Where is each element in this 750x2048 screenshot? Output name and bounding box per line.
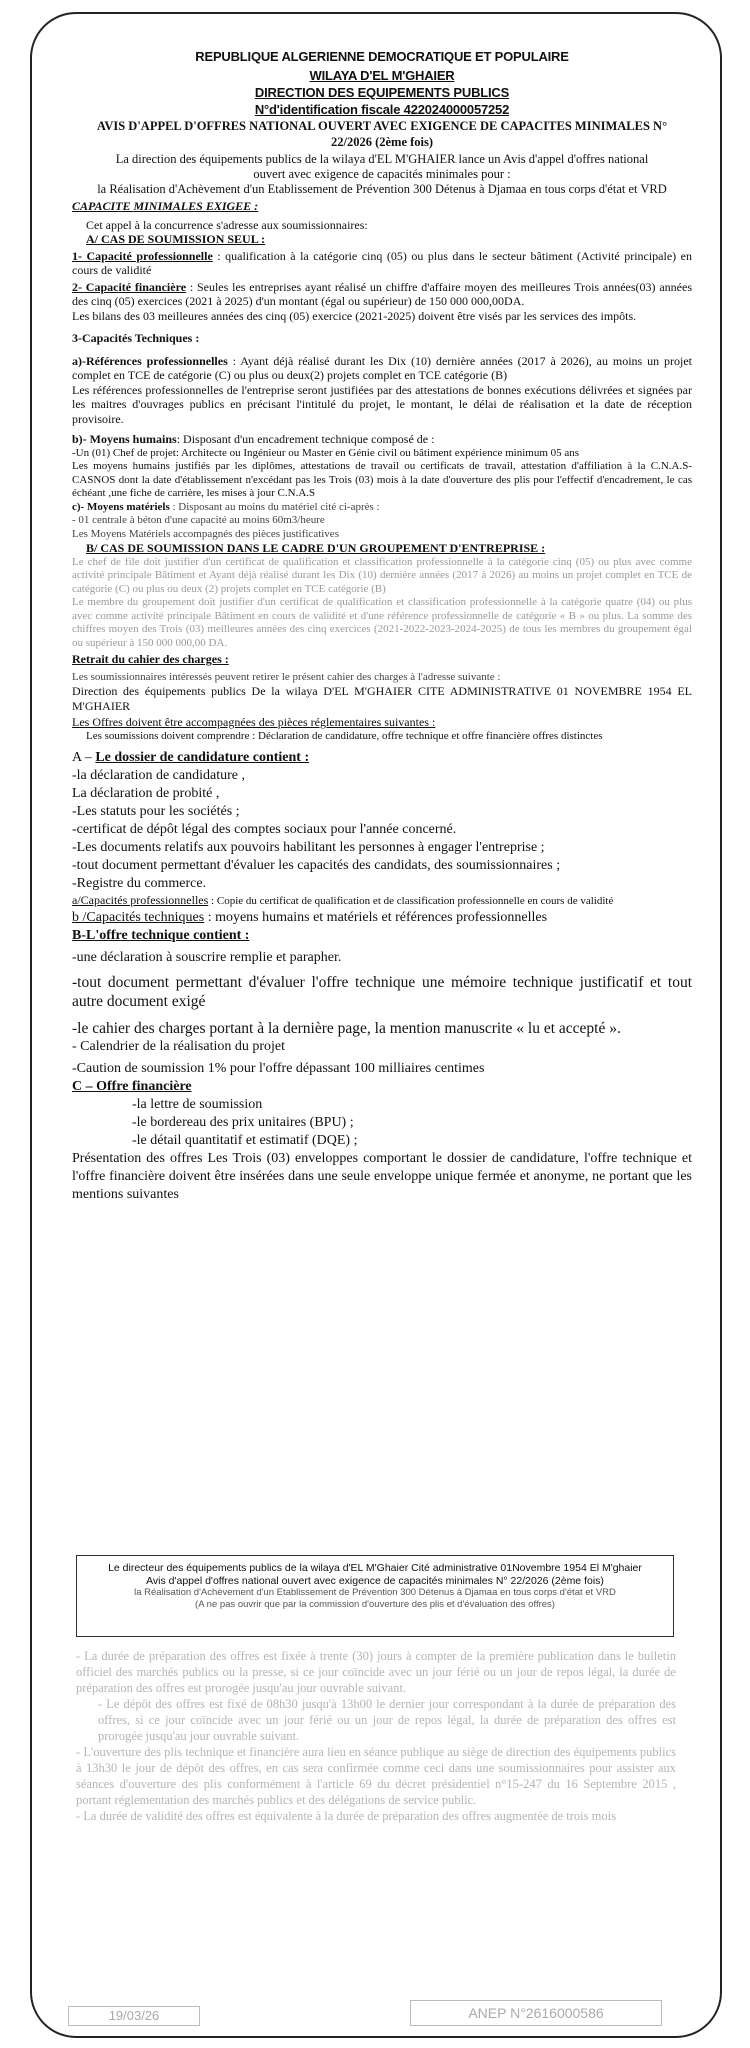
dossier-a-technical-label: b /Capacités techniques bbox=[72, 909, 205, 925]
offer-c-item: -le bordereau des prix unitaires (BPU) ; bbox=[132, 1114, 354, 1130]
intro-line-1: La direction des équipements publics de la wilaya d'EL M'GHAIER lance un Avis d'appel d'offres national bbox=[115, 152, 649, 166]
capacity-financial-extra: Les bilans des 03 meilleures années des cinq (05) exercice (2021-2025) doivent être visés par les services des impôts. bbox=[72, 308, 637, 323]
condition-paragraph: - La durée de préparation des offres est fixée à trente (30) jours à compter de la première publication dans le bulletin officiel des marchés publics ou la presse, si ce jour coïncide avec un jour férié ou un jour de repos légal, la durée de préparation des offres est prorogée jusqu'au jour ouvrable suivant. bbox=[76, 1649, 676, 1695]
dossier-a-professional bbox=[72, 893, 692, 909]
offers-text: Les soumissions doivent comprendre : Déclaration de candidature, offre technique et offre financière offres distinctes bbox=[86, 729, 603, 742]
human-means bbox=[72, 432, 692, 447]
dossier-a-item: La déclaration de probité , bbox=[72, 786, 220, 801]
header-fiscal-id: N°d'identification fiscale 422024000057252 bbox=[254, 102, 510, 117]
references-text: : Ayant déjà réalisé durant les Dix (10) dernière années (2017 à 2026), au moins un projet complet en TCE de catégorie (C) ou plus ou deux(2) projets complet en TCE catégorie (B) bbox=[72, 353, 692, 382]
dossier-a-title bbox=[72, 749, 692, 767]
dossier-a-item: -Les documents relatifs aux pouvoirs habilitant les personnes à engager l'entreprise ; bbox=[72, 840, 545, 855]
capacity-intro: Cet appel à la concurrence s'adresse aux soumissionnaires: bbox=[86, 217, 368, 232]
human-means-text: : Disposant d'un encadrement technique composé de : bbox=[176, 432, 435, 446]
material-means bbox=[72, 501, 692, 515]
offer-b-item: - Calendrier de la réalisation du projet bbox=[72, 1038, 286, 1054]
dossier-a-professional-label: a/Capacités professionnelles bbox=[72, 893, 209, 907]
section-b-leader: Le chef de file doit justifier d'un certificat de qualification et classification professionnelle à la catégorie cinq (05) ou plus avec comme activité principale Bâtiment et Ayant déjà réalisé durant les Dix (10) dernière années (2017 à 2026) au moins un projet complet en TCE de catégorie (C) ou plus ou deux (2) projets complet en TCE catégorie (B) bbox=[72, 555, 692, 595]
offers-title: Les Offres doivent être accompagnées des pièces réglementaires suivantes : bbox=[72, 715, 436, 729]
dossier-a-title-text: Le dossier de candidature contient : bbox=[95, 750, 310, 765]
header-wilaya: WILAYA D'EL M'GHAIER bbox=[309, 68, 455, 83]
dossier-a-technical-text: : moyens humains et matériels et références professionnelles bbox=[204, 909, 548, 925]
dossier-a-technical bbox=[72, 909, 692, 927]
dossier-a-item: -Les statuts pour les sociétés ; bbox=[72, 804, 240, 819]
condition-paragraph: - La durée de validité des offres est équivalente à la durée de préparation des offres augmentée de trois mois bbox=[76, 1809, 616, 1823]
human-means-extra: Les moyens humains justifiés par les diplômes, attestations de travail ou certificats de travail, attestation d'affiliation à la C.N.A.S- CASNOS dont la date d'établissement n'excédant pas les Trois (03) mois à la date d'ouverture des plis pour l'effectif d'encadrement, le cas échéant ,une fiche de carrière, les mises à jour C.N.A.S bbox=[72, 460, 692, 499]
intro-line-2: ouvert avec exigence de capacités minimales pour : bbox=[253, 167, 511, 181]
offer-c-item: -le détail quantitatif et estimatif (DQE) ; bbox=[132, 1132, 358, 1148]
offer-b-title: B-L'offre technique contient : bbox=[72, 927, 250, 943]
section-b-member: Le membre du groupement doit justifier d'un certificat de qualification et classification professionnelle à la catégorie quatre (04) ou plus avec comme activité principale Bâtiment en cours de validité et d'une référence professionnelle de catégorie « B » ou plus. La somme des chiffres moyen des Trois (03) meilleures années des cinq exercices (2021-2022-2023-2024-2025) de tous les membres du groupement égal ou supérieur à 150 000 000,00 DA. bbox=[72, 596, 692, 649]
envelope-label-box bbox=[76, 1555, 674, 1637]
section-a-title: A/ CAS DE SOUMISSION SEUL : bbox=[86, 232, 266, 246]
header-direction: DIRECTION DES EQUIPEMENTS PUBLICS bbox=[254, 85, 510, 100]
header-republic: REPUBLIQUE ALGERIENNE DEMOCRATIQUE ET POPULAIRE bbox=[195, 49, 569, 64]
offer-b-item: -tout document permettant d'évaluer l'offre technique une mémoire technique justificatif et tout autre document exigé bbox=[72, 973, 692, 1010]
references-extra: Les références professionnelles de l'entreprise seront justifiées par des attestations de bonnes exécutions délivrées et signées par les maitres d'ouvrages publics en précisant l'intitulé du projet, le montant, le délai de réalisation et la date de réception provisoire. bbox=[72, 382, 692, 426]
references bbox=[72, 354, 692, 383]
envelope-line-2: Avis d'appel d'offres national ouvert avec exigence de capacités minimales N° 22/2026 (2ème fois) bbox=[146, 1574, 604, 1587]
material-means-label: c)- Moyens matériels bbox=[72, 500, 170, 513]
publication-date: 19/03/26 bbox=[68, 2006, 200, 2026]
retrait-address: Direction des équipements publics De la wilaya D'EL M'GHAIER CITE ADMINISTRATIVE 01 NOVEMBRE 1954 EL M'GHAIER bbox=[72, 684, 692, 713]
capacity-professional-label: 1- Capacité professionnelle bbox=[72, 248, 213, 263]
capacity-financial-label: 2- Capacité financière bbox=[72, 279, 187, 294]
capacity-financial bbox=[72, 280, 692, 309]
notice-content bbox=[72, 48, 692, 1204]
material-means-text: : Disposant au moins du matériel cité ci-après : bbox=[169, 500, 380, 513]
envelope-line-4: (A ne pas ouvrir que par la commission d'ouverture des plis et d'évaluation des offres) bbox=[195, 1599, 555, 1610]
section-b-title: B/ CAS DE SOUMISSION DANS LE CADRE D'UN GROUPEMENT D'ENTREPRISE : bbox=[86, 541, 546, 555]
intro-line-3: la Réalisation d'Achèvement d'un Etablissement de Prévention 300 Détenus à Djamaa en tous corps d'état et VRD bbox=[97, 182, 667, 196]
retrait-text: Les soumissionnaires intéressés peuvent retirer le présent cahier des charges à l'adresse suivante : bbox=[72, 670, 501, 683]
presentation-text: Présentation des offres Les Trois (03) enveloppes comportant le dossier de candidature, l'offre technique et l'offre financière doivent être insérées dans une seule enveloppe unique fermée et anonyme, ne portant que les mentions suivantes bbox=[72, 1150, 692, 1202]
envelope-line-1: Le directeur des équipements publics de la wilaya d'EL M'Ghaier Cité administrative 01Novembre 1954 El M'ghaier bbox=[108, 1562, 642, 1574]
condition-paragraph: - L'ouverture des plis technique et financière aura lieu en séance publique au siège de direction des équipements publics à 13h30 le jour de dépôt des offres, en cas sera confirmée comme ceci dans une soumissionnaires pour assister aux séances d'ouverture des plis conformément à l'article 69 du décret présidentiel n°15-247 du 16 Septembre 2015 , portant réglementation des marchés publics et des délégations de service public. bbox=[76, 1745, 676, 1807]
capacity-technical-title: 3-Capacités Techniques : bbox=[72, 331, 200, 345]
offer-b-item: -le cahier des charges portant à la dernière page, la mention manuscrite « lu et accepté ». bbox=[72, 1019, 621, 1037]
dossier-a-professional-text: : Copie du certificat de qualification et de classification professionnelle en cours de validité bbox=[208, 895, 614, 907]
dossier-a-item: -la déclaration de candidature , bbox=[72, 768, 245, 783]
offer-c-title: C – Offre financière bbox=[72, 1078, 192, 1094]
capacity-title: CAPACITE MINIMALES EXIGEE : bbox=[72, 199, 259, 213]
header-notice-number: 22/2026 (2ème fois) bbox=[330, 135, 434, 149]
faded-conditions bbox=[76, 1648, 676, 1824]
capacity-professional-text: : qualification à la catégorie cinq (05) ou plus dans le secteur bâtiment (Activité principale) en cours de validité bbox=[72, 248, 692, 277]
header-notice-title: AVIS D'APPEL D'OFFRES NATIONAL OUVERT AVEC EXIGENCE DE CAPACITES MINIMALES N° bbox=[96, 119, 668, 133]
material-means-item: - 01 centrale à béton d'une capacité au moins 60m3/heure bbox=[72, 514, 325, 526]
references-label: a)-Références professionnelles bbox=[72, 353, 228, 368]
dossier-a-prefix: A – bbox=[72, 750, 96, 765]
capacity-professional bbox=[72, 249, 692, 278]
offer-b-item: -une déclaration à souscrire remplie et parapher. bbox=[72, 949, 342, 965]
offer-c-item: -la lettre de soumission bbox=[132, 1096, 263, 1112]
offer-b-item: -Caution de soumission 1% pour l'offre dépassant 100 milliaires centimes bbox=[72, 1060, 485, 1076]
dossier-a-item: -certificat de dépôt légal des comptes sociaux pour l'année concerné. bbox=[72, 822, 457, 837]
human-means-item: -Un (01) Chef de projet: Architecte ou Ingénieur ou Master en Génie civil ou bâtiment expérience minimum 05 ans bbox=[72, 446, 580, 459]
condition-paragraph: - Le dépôt des offres est fixé de 08h30 jusqu'à 13h00 le dernier jour correspondant à la durée de préparation des offres, si ce jour coïncide avec un jour férié ou un jour de repos légal, la durée de préparation des offres est prorogée jusqu'au jour ouvrable suivant. bbox=[98, 1697, 676, 1743]
envelope-line-3: la Réalisation d'Achèvement d'un Etablissement de Prévention 300 Détenus à Djamaa en tous corps d'état et VRD bbox=[134, 1587, 616, 1598]
retrait-title: Retrait du cahier des charges : bbox=[72, 652, 229, 666]
human-means-label: b)- Moyens humains bbox=[72, 432, 177, 446]
capacity-financial-text: : Seules les entreprises ayant réalisé un chiffre d'affaire moyen des meilleures Trois années(03) années des cinq (05) exercices (2021 à 2025) d'un montant (égal ou supérieur) de 150 000 000,00DA. bbox=[72, 279, 692, 308]
material-means-extra: Les Moyens Matériels accompagnés des pièces justificatives bbox=[72, 527, 339, 540]
anep-reference: ANEP N°2616000586 bbox=[410, 2000, 662, 2026]
dossier-a-item: -Registre du commerce. bbox=[72, 876, 207, 891]
dossier-a-item: -tout document permettant d'évaluer les capacités des candidats, des soumissionnaires ; bbox=[72, 858, 561, 873]
